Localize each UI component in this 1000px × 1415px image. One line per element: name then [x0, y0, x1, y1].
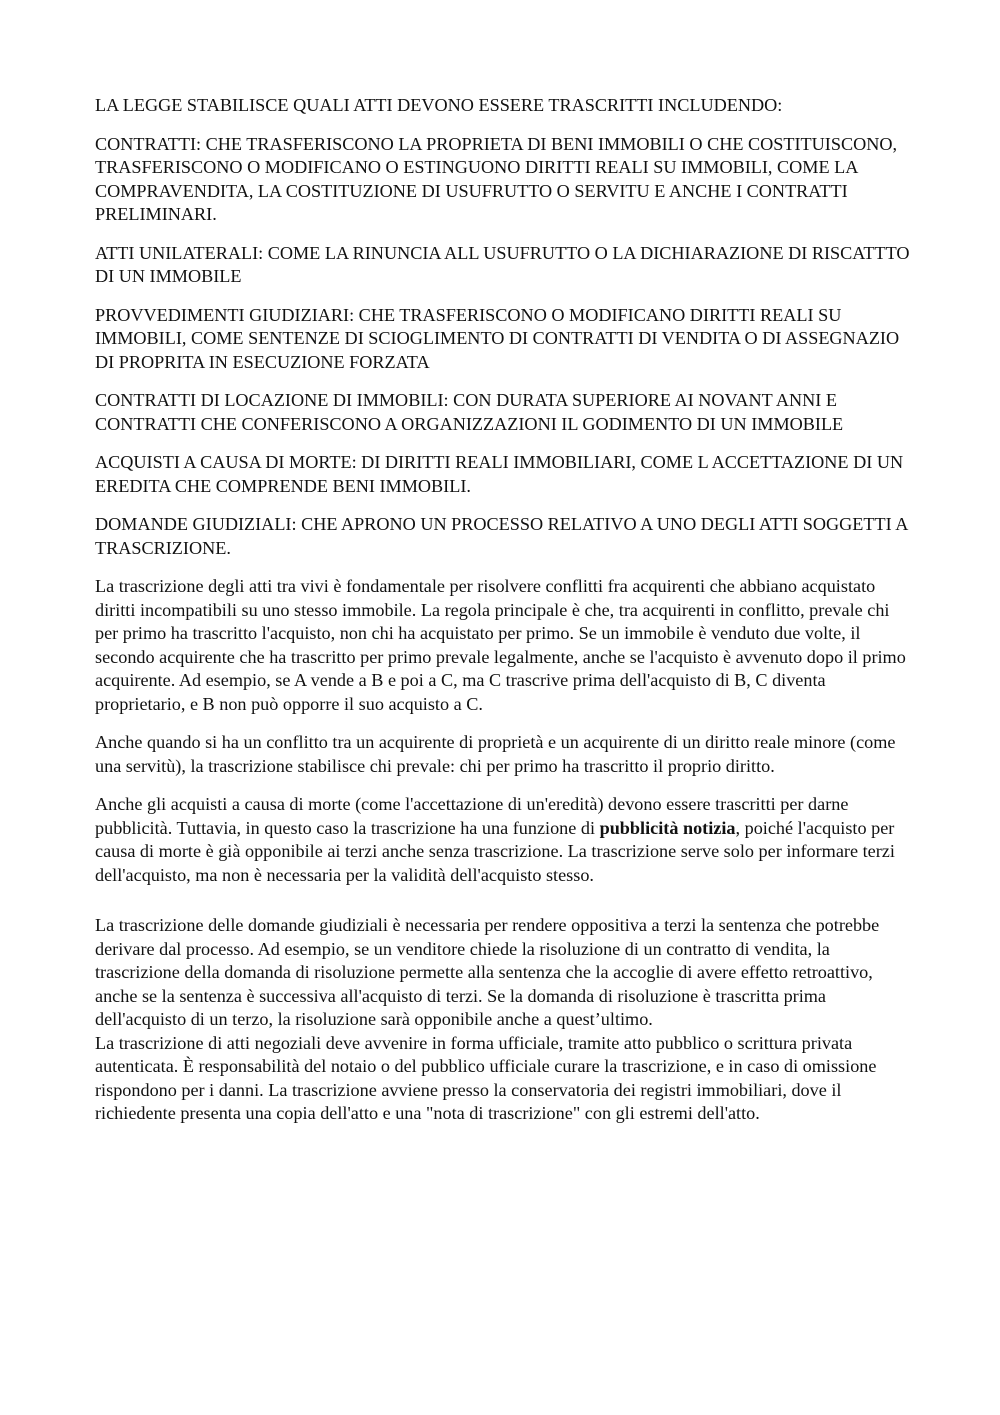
bold-term: pubblicità notizia	[599, 817, 736, 838]
paragraph-atti-negoziali: La trascrizione di atti negoziali deve avvenire in forma ufficiale, tramite atto pubblico o scrittura privata autenticata. È responsabilità del notaio o del pubblico ufficiale curare la trascrizione, e in caso di omissione rispondono per i danni. La trascrizione avviene presso la conservatoria dei registri immobiliari, dove il richiedente presenta una copia dell'atto e una "nota di trascrizione" con gli estremi dell'atto.	[95, 1032, 877, 1123]
paragraph-conflitto-diritti: Anche quando si ha un conflitto tra un acquirente di proprietà e un acquirente di un diritto reale minore (come una servitù), la trascrizione stabilisce chi prevale: chi per primo ha trascritto il proprio diritto.	[95, 732, 896, 776]
list-item-contratti: CONTRATTI: CHE TRASFERISCONO LA PROPRIETA DI BENI IMMOBILI O CHE COSTITUISCONO, TRASFERISCONO O MODIFICANO O ESTINGUONO DIRITTI REALI SU IMMOBILI, COME LA COMPRAVENDITA, LA COSTITUZIONE DI USUFRUTTO O SERVITU E ANCHE I CONTRATTI PRELIMINARI.	[95, 133, 898, 224]
list-item-provvedimenti: PROVVEDIMENTI GIUDIZIARI: CHE TRASFERISCONO O MODIFICANO DIRITTI REALI SU IMMOBILI, COME SENTENZE DI SCIOGLIMENTO DI CONTRATTI DI VENDITA O DI ASSEGNAZIO DI PROPRITA IN ESECUZIONE FORZATA	[95, 304, 900, 372]
paragraph-domande-giudiziali: La trascrizione delle domande giudiziali è necessaria per rendere oppositiva a terzi la sentenza che potrebbe derivare dal processo. Ad esempio, se un venditore chiede la risoluzione di un contratto di vendita, la trascrizione della domanda di risoluzione permette alla sentenza che la accoglie di avere effetto retroattivo, anche se la sentenza è successiva all'acquisto di terzi. Se la domanda di risoluzione è trascritta prima dell'acquisto di un terzo, la risoluzione sarà opponibile anche a quest’ultimo.	[95, 915, 880, 1029]
document-page	[95, 94, 915, 1141]
paragraph-atti-tra-vivi: La trascrizione degli atti tra vivi è fondamentale per risolvere conflitti fra acquirenti che abbiano acquistato diritti incompatibili su uno stesso immobile. La regola principale è che, tra acquirenti in conflitto, prevale chi per primo ha trascritto l'acquisto, non chi ha acquistato per primo. Se un immobile è venduto due volte, il secondo acquirente che ha trascritto per primo prevale legalmente, anche se l'acquisto è avvenuto dopo il primo acquirente. Ad esempio, se A vende a B e poi a C, ma C trascrive prima dell'acquisto di B, C diventa proprietario, e B non può opporre il suo acquisto a C.	[95, 576, 906, 714]
list-item-atti-unilaterali: ATTI UNILATERALI: COME LA RINUNCIA ALL USUFRUTTO O LA DICHIARAZIONE DI RISCATTTO DI UN IMMOBILE	[95, 242, 910, 286]
list-item-acquisti-morte: ACQUISTI A CAUSA DI MORTE: DI DIRITTI REALI IMMOBILIARI, COME L ACCETTAZIONE DI UN EREDITA CHE COMPRENDE BENI IMMOBILI.	[95, 452, 904, 496]
paragraph-causa-morte-after: , poiché l'acquisto per causa di morte è già opponibile ai terzi anche senza trascrizione. La trascrizione serve solo per informare terzi dell'acquisto, ma non è necessaria per la validità dell'acquisto stesso.	[95, 817, 895, 885]
paragraph-causa-morte-before: Anche gli acquisti a causa di morte (come l'accettazione di un'eredità) devono essere trascritti per darne pubblicità. Tuttavia, in questo caso la trascrizione ha una funzione di	[95, 794, 849, 838]
list-item-locazione: CONTRATTI DI LOCAZIONE DI IMMOBILI: CON DURATA SUPERIORE AI NOVANT ANNI E CONTRATTI CHE CONFERISCONO A ORGANIZZAZIONI IL GODIMENTO DI UN IMMOBILE	[95, 390, 844, 434]
paragraph-causa-morte	[95, 793, 915, 887]
intro-heading: LA LEGGE STABILISCE QUALI ATTI DEVONO ESSERE TRASCRITTI INCLUDENDO:	[95, 95, 783, 115]
list-item-domande: DOMANDE GIUDIZIALI: CHE APRONO UN PROCESSO RELATIVO A UNO DEGLI ATTI SOGGETTI A TRASCRIZIONE.	[95, 514, 908, 558]
